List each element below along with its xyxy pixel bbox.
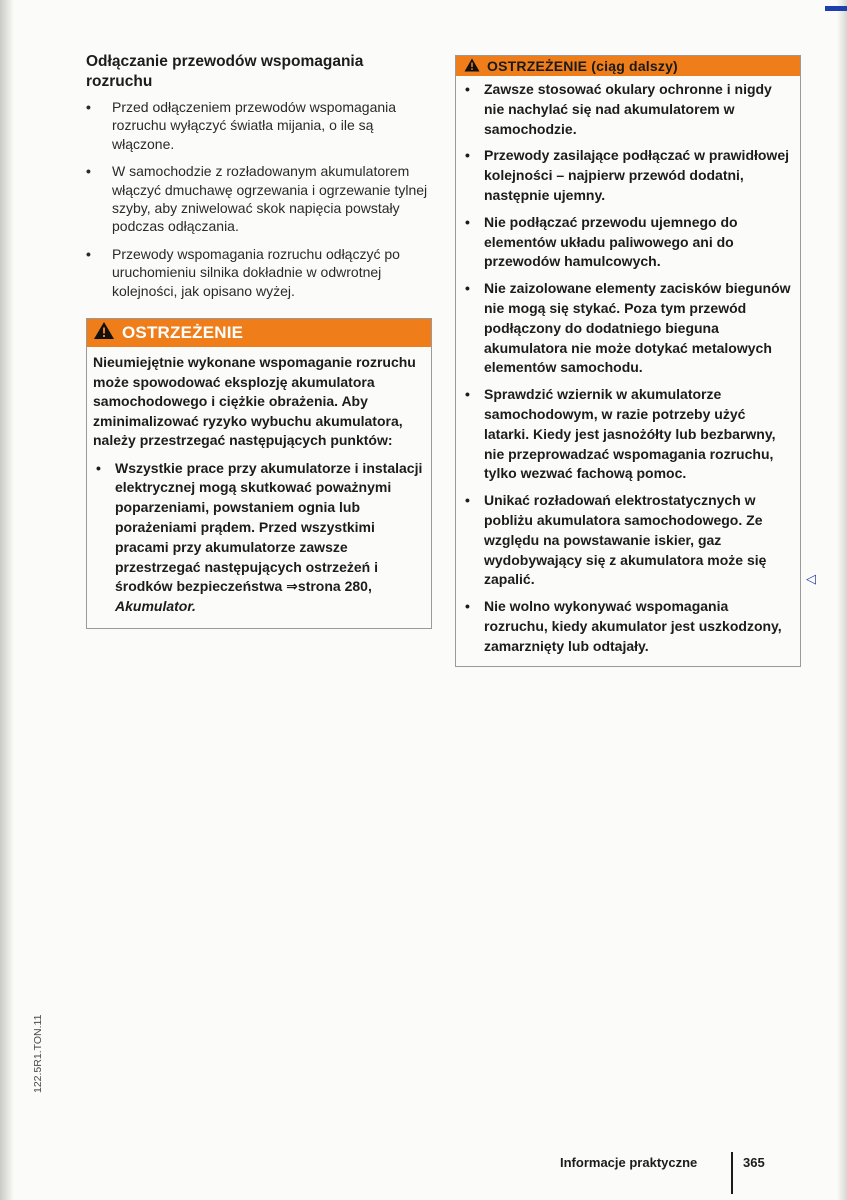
reference-title[interactable]: Akumulator. (115, 598, 196, 615)
page-edge-shadow (837, 0, 847, 1200)
page-reference[interactable]: strona 280, (297, 578, 372, 595)
document-code: 122.5R1.TON.11 (32, 1014, 44, 1093)
warning-box (86, 318, 432, 629)
list-item: • Zawsze stosować okulary ochronne i nigdy nie nachylać się nad akumulatorem w samochodzie. (462, 80, 794, 139)
warning-box-continued (455, 55, 801, 667)
chapter-color-tab (825, 6, 847, 11)
warning-intro: Nieumiejętnie wykonane wspomaganie rozruchu może spowodować eksplozję akumulatora samochodowego i ciężkie obrażenia. Aby zminimalizować ryzyko wybuchu akumulatora, należy przestrzegać następujących punktów: (93, 354, 416, 449)
list-item (93, 459, 425, 617)
right-column (455, 55, 801, 667)
reference-arrow: ⇒ (286, 578, 298, 595)
page-spine-shadow (0, 0, 14, 1200)
list-item: • Przewody wspomagania rozruchu odłączyć po uruchomieniu silnika dokładnie w odwrotnej kolejności, jak opisano wyżej. (86, 245, 432, 300)
warning-title: OSTRZEŻENIE (ciąg dalszy) (487, 58, 678, 74)
warning-bullet-text: Wszystkie prace przy akumulatorze i instalacji elektrycznej mogą skutkować poważnymi poparzeniami, powstaniem ognia lub porażeniami prądem. Przed wszystkimi pracami przy akumulatorze zawsze przestrzegać następujących ostrzeżeń i środków bezpieczeństwa (115, 459, 423, 595)
list-item: • Przewody zasilające podłączać w prawidłowej kolejności – najpierw przewód dodatni, następnie ujemny. (462, 146, 794, 205)
list-item: • W samochodzie z rozładowanym akumulatorem włączyć dmuchawę ogrzewania i ogrzewanie tylnej szyby, aby zniwelować skok napięcia powstały podczas odłączania. (86, 162, 432, 236)
left-column (86, 52, 432, 629)
list-item: • Przed odłączeniem przewodów wspomagania rozruchu wyłączyć światła mijania, o ile są włączone. (86, 98, 432, 153)
list-item: • Nie wolno wykonywać wspomagania rozruchu, kiedy akumulator jest uszkodzony, zamarznięty lub odtajały. (462, 597, 794, 656)
section-heading: Odłączanie przewodów wspomagania rozruchu (86, 53, 364, 90)
warning-body (87, 347, 431, 628)
warning-body (456, 76, 800, 666)
footer-divider (731, 1152, 733, 1194)
warning-triangle-icon (464, 58, 480, 75)
list-item: • Nie zaizolowane elementy zacisków biegunów nie mogą się stykać. Poza tym przewód podłączony do dodatniego bieguna akumulatora nie może dotykać metalowych elementów samochodu. (462, 279, 794, 378)
warning-header (87, 319, 431, 347)
page-number: 365 (743, 1155, 765, 1170)
warning-title: OSTRZEŻENIE (122, 323, 244, 343)
warning-triangle-icon (93, 321, 115, 345)
footer-section-title: Informacje praktyczne (560, 1155, 698, 1170)
list-item: • Sprawdzić wziernik w akumulatorze samochodowym, w razie potrzeby użyć latarki. Kiedy jest jasnożółty lub bezbarwny, nie przeprowadzać wspomagania rozruchu, tylko wezwać fachową pomoc. (462, 385, 794, 484)
list-item: • Nie podłączać przewodu ujemnego do elementów układu paliwowego ani do przewodów hamulcowych. (462, 213, 794, 272)
warning-header (456, 56, 800, 76)
list-item: • Unikać rozładowań elektrostatycznych w pobliżu akumulatora samochodowego. Ze względu na powstawanie iskier, gaz wydobywający się z akumulatora może się zapalić. (462, 491, 794, 590)
continued-arrow-icon: ◁ (806, 571, 816, 586)
